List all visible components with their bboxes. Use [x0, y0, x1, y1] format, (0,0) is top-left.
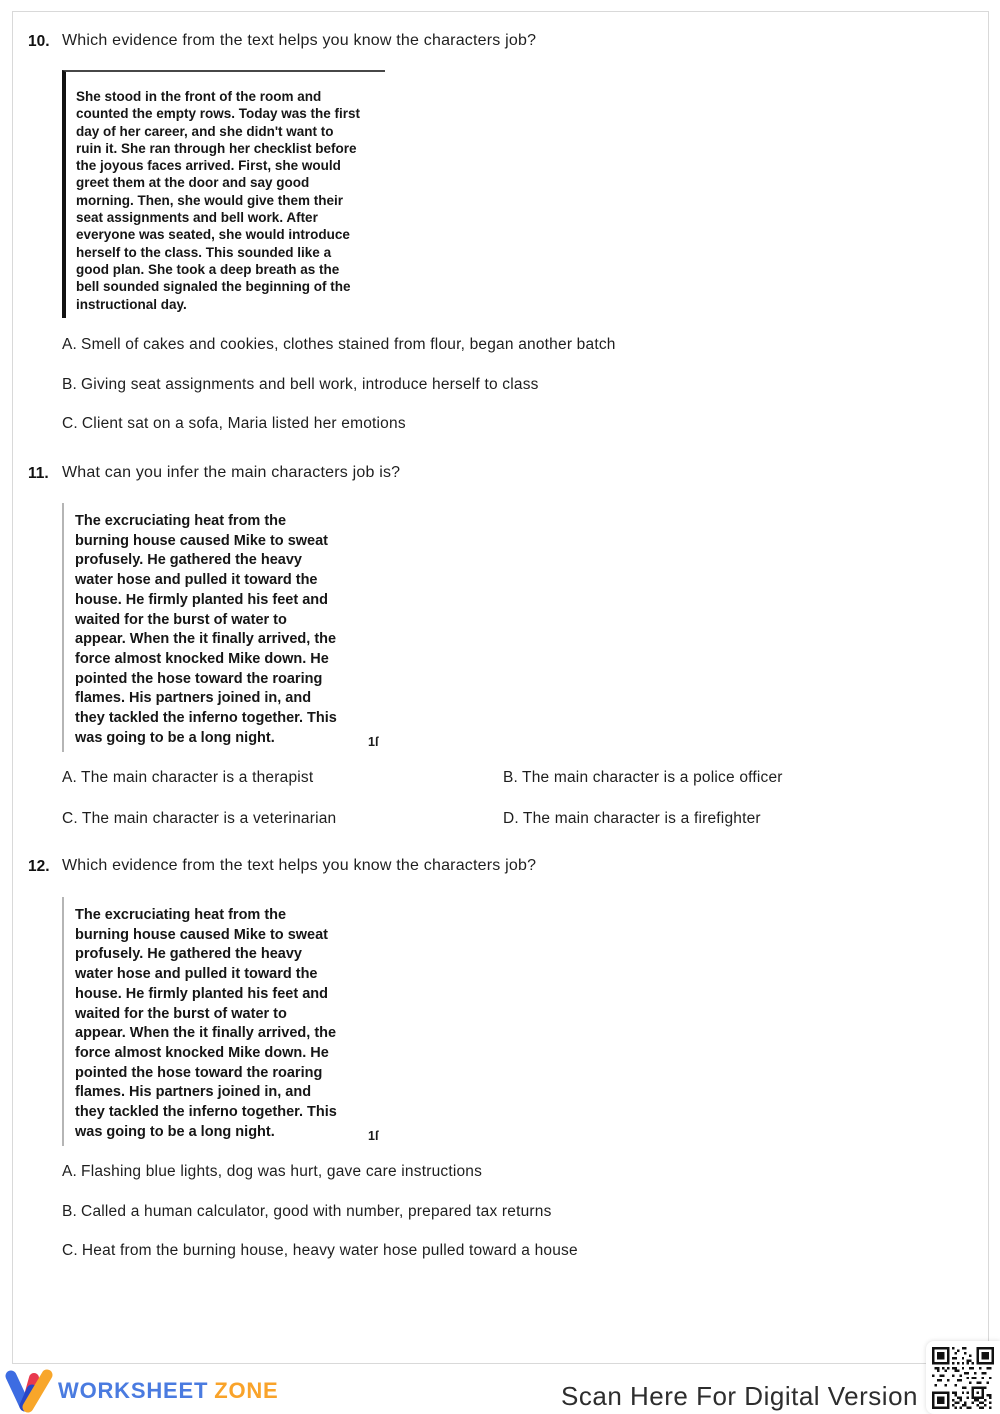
passage-line: flames. His partners joined in, and: [75, 1084, 312, 1101]
option-text: Called a human calculator, good with number, prepared tax returns: [81, 1203, 552, 1220]
question-prompt: What can you infer the main characters job is?: [62, 464, 401, 481]
passage-line: house. He firmly planted his feet and: [75, 985, 328, 1002]
answer-option: [62, 810, 336, 828]
question-prompt: Which evidence from the text helps you know the characters job?: [62, 32, 537, 49]
passage-line: was going to be a long night.: [75, 729, 275, 746]
option-label: C.: [62, 1242, 78, 1259]
page-number-fragment: 1ſ: [368, 1129, 379, 1143]
brand-text-zone: ZONE: [214, 1378, 279, 1403]
passage-box: [62, 897, 383, 1146]
passage-line: appear. When the it finally arrived, the: [75, 631, 337, 648]
option-label: B.: [62, 1203, 78, 1220]
passage-line: profusely. He gathered the heavy: [75, 946, 302, 963]
option-text: The main character is a police officer: [522, 769, 783, 786]
brand-wordmark: [58, 1378, 279, 1404]
passage-line: morning. Then, she would give them their: [76, 192, 344, 208]
option-label: A.: [62, 1163, 78, 1180]
passage-line: was going to be a long night.: [75, 1123, 275, 1140]
passage-line: they tackled the inferno together. This: [75, 710, 337, 727]
option-label: A.: [62, 336, 78, 353]
option-text: The main character is a therapist: [81, 769, 314, 786]
passage-line: ruin it. She ran through her checklist before: [76, 140, 357, 156]
passage-line: they tackled the inferno together. This: [75, 1104, 337, 1121]
option-text: Smell of cakes and cookies, clothes stained from flour, began another batch: [81, 336, 616, 353]
answer-option: [62, 1163, 482, 1181]
option-label: B.: [503, 769, 519, 786]
passage-line: The excruciating heat from the: [75, 513, 287, 529]
passage-line: everyone was seated, she would introduce: [76, 227, 350, 243]
brand-text-worksheet: WORKSHEET: [58, 1378, 209, 1403]
answer-option: [62, 376, 539, 394]
passage-line: herself to the class. This sounded like a: [76, 244, 332, 260]
answer-option: [62, 1242, 578, 1260]
worksheetzone-logo-icon: [4, 1369, 56, 1413]
option-label: D.: [503, 810, 519, 827]
question-prompt: Which evidence from the text helps you know the characters job?: [62, 857, 537, 874]
option-text: Heat from the burning house, heavy water hose pulled toward a house: [81, 1242, 578, 1259]
answer-option: [62, 1203, 552, 1221]
passage-line: profusely. He gathered the heavy: [75, 552, 302, 569]
passage-line: house. He firmly planted his feet and: [75, 591, 328, 608]
passage-line: day of her career, and she didn't want to: [76, 123, 334, 139]
answer-option: [503, 810, 761, 828]
passage-box: [62, 503, 383, 752]
answer-option: [62, 769, 313, 787]
passage-line: pointed the hose toward the roaring: [75, 670, 323, 687]
passage-line: She stood in the front of the room and: [76, 89, 322, 104]
answer-option: [503, 769, 783, 787]
passage-line: appear. When the it finally arrived, the: [75, 1025, 337, 1042]
passage-line: The excruciating heat from the: [75, 907, 287, 923]
passage-line: waited for the burst of water to: [75, 611, 287, 628]
scan-here-label: Scan Here For Digital Version: [561, 1381, 918, 1411]
option-text: Client sat on a sofa, Maria listed her emotions: [81, 415, 406, 432]
passage-line: flames. His partners joined in, and: [75, 690, 312, 707]
passage-line: waited for the burst of water to: [75, 1005, 287, 1022]
qr-card: [926, 1341, 1000, 1414]
passage-line: burning house caused Mike to sweat: [75, 926, 328, 943]
option-label: A.: [62, 769, 78, 786]
answer-option: [62, 336, 616, 354]
question-number: 10.: [28, 33, 50, 50]
answer-option: [62, 415, 406, 433]
passage-line: good plan. She took a deep breath as the: [76, 261, 340, 277]
option-text: Giving seat assignments and bell work, introduce herself to class: [81, 376, 539, 393]
option-text: Flashing blue lights, dog was hurt, gave care instructions: [81, 1163, 483, 1180]
passage-line: force almost knocked Mike down. He: [75, 1044, 329, 1061]
passage-line: force almost knocked Mike down. He: [75, 650, 329, 667]
passage-line: water hose and pulled it toward the: [75, 572, 318, 589]
qr-code-icon: [932, 1347, 994, 1409]
question-number: 12.: [28, 858, 50, 875]
passage-line: seat assignments and bell work. After: [76, 210, 318, 226]
passage-line: the joyous faces arrived. First, she would: [76, 158, 341, 174]
option-label: B.: [62, 376, 78, 393]
page-number-fragment: 1ſ: [368, 735, 379, 749]
passage-line: instructional day.: [76, 296, 187, 312]
passage-line: pointed the hose toward the roaring: [75, 1064, 323, 1081]
option-text: The main character is a veterinarian: [81, 810, 337, 827]
passage-box: [62, 70, 385, 318]
passage-line: greet them at the door and say good: [76, 175, 310, 191]
passage-line: burning house caused Mike to sweat: [75, 532, 328, 549]
question-number: 11.: [28, 465, 49, 482]
passage-line: counted the empty rows. Today was the first: [76, 106, 361, 122]
option-text: The main character is a firefighter: [522, 810, 761, 827]
passage-line: bell sounded signaled the beginning of the: [76, 279, 351, 295]
option-label: C.: [62, 415, 78, 432]
option-label: C.: [62, 810, 78, 827]
passage-line: water hose and pulled it toward the: [75, 966, 318, 983]
